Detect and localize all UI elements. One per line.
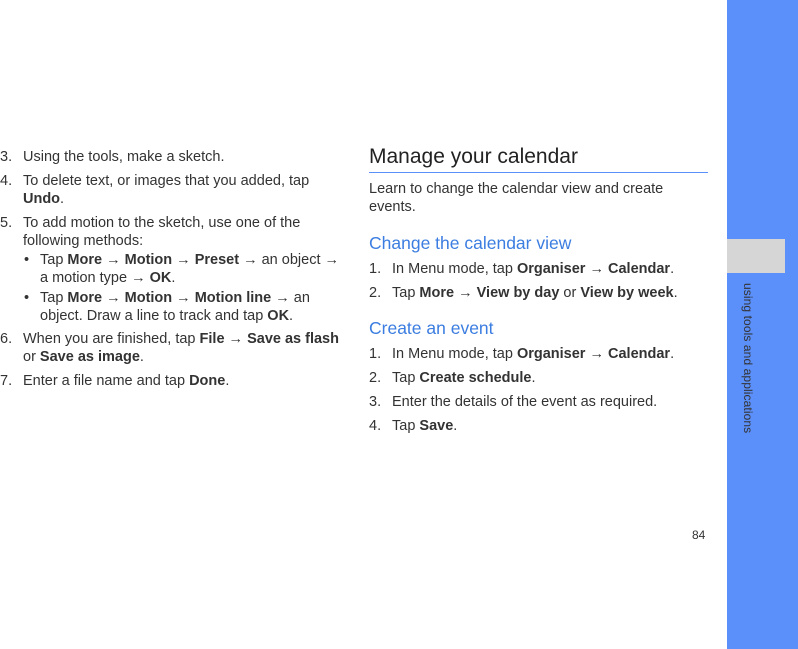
step-text (392, 417, 708, 435)
text-run: When you are finished, tap (23, 331, 200, 347)
text-run: Tap (392, 285, 420, 301)
step-text (23, 214, 323, 250)
text-run: → (224, 331, 248, 347)
text-run: → (454, 285, 477, 301)
text-run: . (171, 270, 176, 286)
text-run: Enter the details of the event as required. (392, 394, 658, 410)
text-run: . (289, 308, 294, 324)
ui-term: OK (267, 308, 290, 324)
bullet-text (40, 251, 340, 287)
text-run: Tap (40, 290, 68, 306)
text-run: . (225, 373, 230, 389)
step-text (392, 345, 708, 363)
text-run: Enter a file name and tap (23, 373, 190, 389)
ui-term: Organiser (516, 261, 586, 277)
step-number: 1. (369, 346, 382, 362)
step-text (23, 148, 338, 166)
bullet-dot: • (24, 252, 30, 268)
ui-term: More (419, 285, 455, 301)
ui-term: View by day (476, 285, 560, 301)
ui-term: More (67, 252, 103, 268)
step-number: 2. (369, 285, 382, 301)
text-run: To delete text, or images that you added, tap (23, 173, 310, 189)
text-run: or (559, 285, 581, 301)
ui-term: Save as flash (247, 331, 339, 347)
text-run: → (585, 261, 608, 277)
section-title: Manage your calendar (369, 145, 708, 173)
chapter-sidebar (727, 0, 798, 649)
step-number: 6. (0, 331, 13, 347)
text-run: In Menu mode, tap (392, 261, 517, 277)
ui-term: Save as image (39, 349, 140, 365)
ui-term: Organiser (516, 346, 586, 362)
ui-term: View by week (580, 285, 674, 301)
text-run: . (670, 261, 675, 277)
text-run: → an object → a motion type → (40, 252, 339, 286)
ui-term: Motion (124, 290, 173, 306)
create-event-heading: Create an event (369, 318, 494, 338)
step-text (23, 172, 323, 208)
ui-term: Done (189, 373, 226, 389)
text-run: → (172, 252, 195, 268)
step-number: 5. (0, 215, 13, 231)
bullet-text (40, 289, 320, 325)
step-text (392, 369, 708, 387)
text-run: . (60, 191, 65, 207)
page-number: 84 (692, 528, 706, 542)
ui-term: Preset (194, 252, 240, 268)
step-text (23, 372, 339, 390)
ui-term: Motion (124, 252, 173, 268)
step-number: 2. (369, 370, 382, 386)
text-run: → an object. Draw a line to track and tap (40, 290, 310, 324)
text-run: . (531, 370, 536, 386)
step-number: 4. (369, 418, 382, 434)
text-run: Tap (40, 252, 68, 268)
step-number: 3. (369, 394, 382, 410)
ui-term: Motion line (194, 290, 272, 306)
text-run: . (453, 418, 458, 434)
text-run: . (673, 285, 678, 301)
text-run: Using the tools, make a sketch. (23, 149, 225, 165)
step-text (392, 284, 708, 302)
text-run: or (23, 349, 40, 365)
step-number: 1. (369, 261, 382, 277)
step-number: 3. (0, 149, 13, 165)
bullet-dot: • (24, 290, 30, 306)
ui-term: More (67, 290, 103, 306)
ui-term: Calendar (608, 261, 671, 277)
text-run: → (102, 290, 125, 306)
section-intro: Learn to change the calendar view and create events. (369, 181, 664, 215)
step-text (23, 330, 339, 366)
ui-term: Undo (23, 191, 61, 207)
step-text (392, 393, 708, 411)
chapter-label: using tools and applications (741, 283, 755, 434)
ui-term: Calendar (608, 346, 671, 362)
ui-term: OK (149, 270, 172, 286)
change-view-heading: Change the calendar view (369, 233, 572, 253)
step-text (392, 260, 708, 278)
text-run: → (585, 346, 608, 362)
text-run: → (102, 252, 125, 268)
text-run: To add motion to the sketch, use one of the following methods: (23, 215, 301, 249)
ui-term: Save (419, 418, 454, 434)
text-run: In Menu mode, tap (392, 346, 517, 362)
ui-term: Create schedule (419, 370, 532, 386)
text-run: . (670, 346, 675, 362)
text-run: → (172, 290, 195, 306)
text-run: Tap (392, 418, 420, 434)
text-run: Tap (392, 370, 420, 386)
ui-term: File (199, 331, 225, 347)
text-run: . (139, 349, 144, 365)
step-number: 7. (0, 373, 13, 389)
chapter-tab-marker (727, 239, 785, 273)
step-number: 4. (0, 173, 13, 189)
